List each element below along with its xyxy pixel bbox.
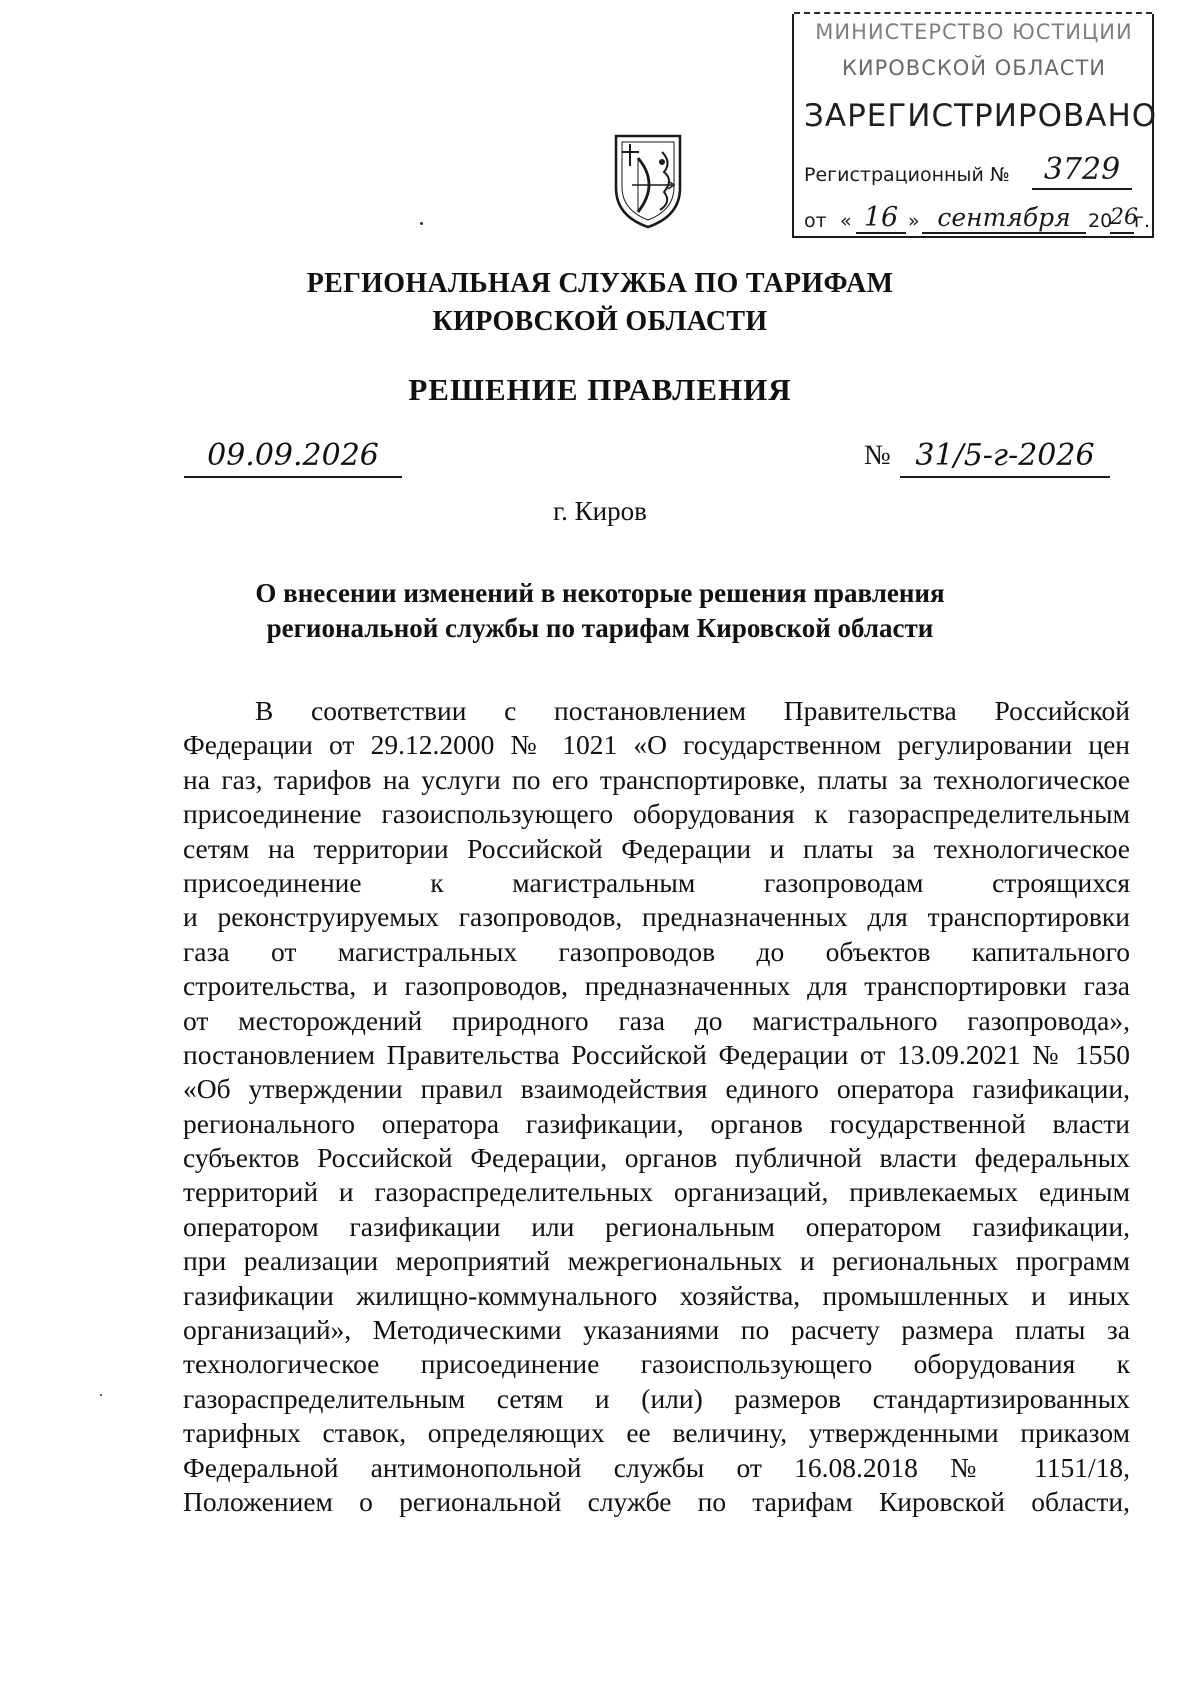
body-line: на газ, тарифов на услуги по его транспортировке, платы за технологическое xyxy=(183,763,1130,795)
org-name-line2: КИРОВСКОЙ ОБЛАСТИ xyxy=(432,306,768,337)
stamp-date-prefix: от xyxy=(804,210,827,232)
stamp-ministry-line: МИНИСТЕРСТВО ЮСТИЦИИ xyxy=(815,20,1133,44)
stamp-reg-number-row xyxy=(804,152,1144,196)
org-name-line1: РЕГИОНАЛЬНАЯ СЛУЖБА ПО ТАРИФАМ xyxy=(306,268,894,299)
body-line: «Об утверждении правил взаимодействия единого оператора газификации, xyxy=(183,1073,1130,1105)
decision-title: РЕШЕНИЕ ПРАВЛЕНИЯ xyxy=(408,372,792,407)
decision-number: 31/5-г-2026 xyxy=(900,436,1110,478)
body-line: Положением о региональной службе по тарифам Кировской области, xyxy=(183,1485,1130,1517)
body-line: организаций», Методическими указаниями по расчету размера платы за xyxy=(183,1314,1130,1346)
subject-line1: О внесении изменений в некоторые решения правления xyxy=(255,578,945,608)
body-text xyxy=(183,694,1130,1519)
body-line: и реконструируемых газопроводов, предназначенных для транспортировки xyxy=(183,901,1130,933)
stamp-date-month: сентября xyxy=(922,204,1086,234)
body-line: строительства, и газопроводов, предназначенных для транспортировки газа xyxy=(183,970,1130,1002)
body-line: регионального оператора газификации, органов государственной власти xyxy=(183,1107,1130,1139)
kirov-coat-of-arms-icon xyxy=(612,132,684,230)
stamp-top-border xyxy=(794,12,1152,14)
stamp-date-year-suffix: 26 xyxy=(1110,204,1134,234)
stamp-reg-number-label: Регистрационный № xyxy=(804,164,1010,186)
stamp-date-open-quote: « xyxy=(840,210,852,232)
body-line: технологическое присоединение газоиспользующего оборудования к xyxy=(183,1348,1130,1380)
body-line: газификации жилищно-коммунального хозяйства, промышленных и иных xyxy=(183,1279,1130,1311)
decision-number-label: № xyxy=(864,440,891,471)
body-line: оператором газификации или региональным оператором газификации, xyxy=(183,1210,1130,1242)
body-line: при реализации мероприятий межрегиональных и региональных программ xyxy=(183,1245,1130,1277)
stamp-reg-number: 3729 xyxy=(1032,152,1132,190)
stamp-date-close-quote: » xyxy=(908,210,920,232)
body-line: В соответствии с постановлением Правительства Российской xyxy=(255,695,1130,726)
subject-line2: региональной службы по тарифам Кировской области xyxy=(266,613,934,643)
body-line: территорий и газораспределительных организаций, привлекаемых единым xyxy=(183,1176,1130,1208)
body-line: тарифных ставок, определяющих ее величину, утвержденными приказом xyxy=(183,1417,1130,1449)
stamp-date-year-prefix: 20 xyxy=(1088,210,1113,232)
scan-speck xyxy=(420,222,423,225)
body-line: от месторождений природного газа до магистрального газопровода», xyxy=(183,1004,1130,1036)
stamp-date-row xyxy=(804,202,1151,238)
scan-speck xyxy=(100,1394,102,1396)
decision-date: 09.09.2026 xyxy=(184,436,402,478)
body-line: присоединение к магистральным газопроводам строящихся xyxy=(183,866,1130,898)
body-line: Федерации от 29.12.2000 № 1021 «О государственном регулировании цен xyxy=(183,729,1130,761)
body-line: Федеральной антимонопольной службы от 16.08.2018 № 1151/18, xyxy=(183,1451,1130,1483)
body-line: субъектов Российской Федерации, органов публичной власти федеральных xyxy=(183,1142,1130,1174)
body-line: сетям на территории Российской Федерации и платы за технологическое xyxy=(183,832,1130,864)
body-line: постановлением Правительства Российской Федерации от 13.09.2021 № 1550 xyxy=(183,1038,1130,1070)
body-line: присоединение газоиспользующего оборудования к газораспределительным xyxy=(183,798,1130,830)
stamp-date-suffix: г. xyxy=(1134,210,1151,232)
city: г. Киров xyxy=(553,496,647,526)
stamp-date-day: 16 xyxy=(856,204,906,234)
body-line: газа от магистральных газопроводов до объектов капитального xyxy=(183,935,1130,967)
stamp-registered-label: ЗАРЕГИСТРИРОВАНО xyxy=(804,98,1158,134)
stamp-region-line: КИРОВСКОЙ ОБЛАСТИ xyxy=(842,56,1106,80)
registration-stamp xyxy=(792,14,1158,238)
body-line: газораспределительным сетям и (или) размеров стандартизированных xyxy=(183,1382,1130,1414)
